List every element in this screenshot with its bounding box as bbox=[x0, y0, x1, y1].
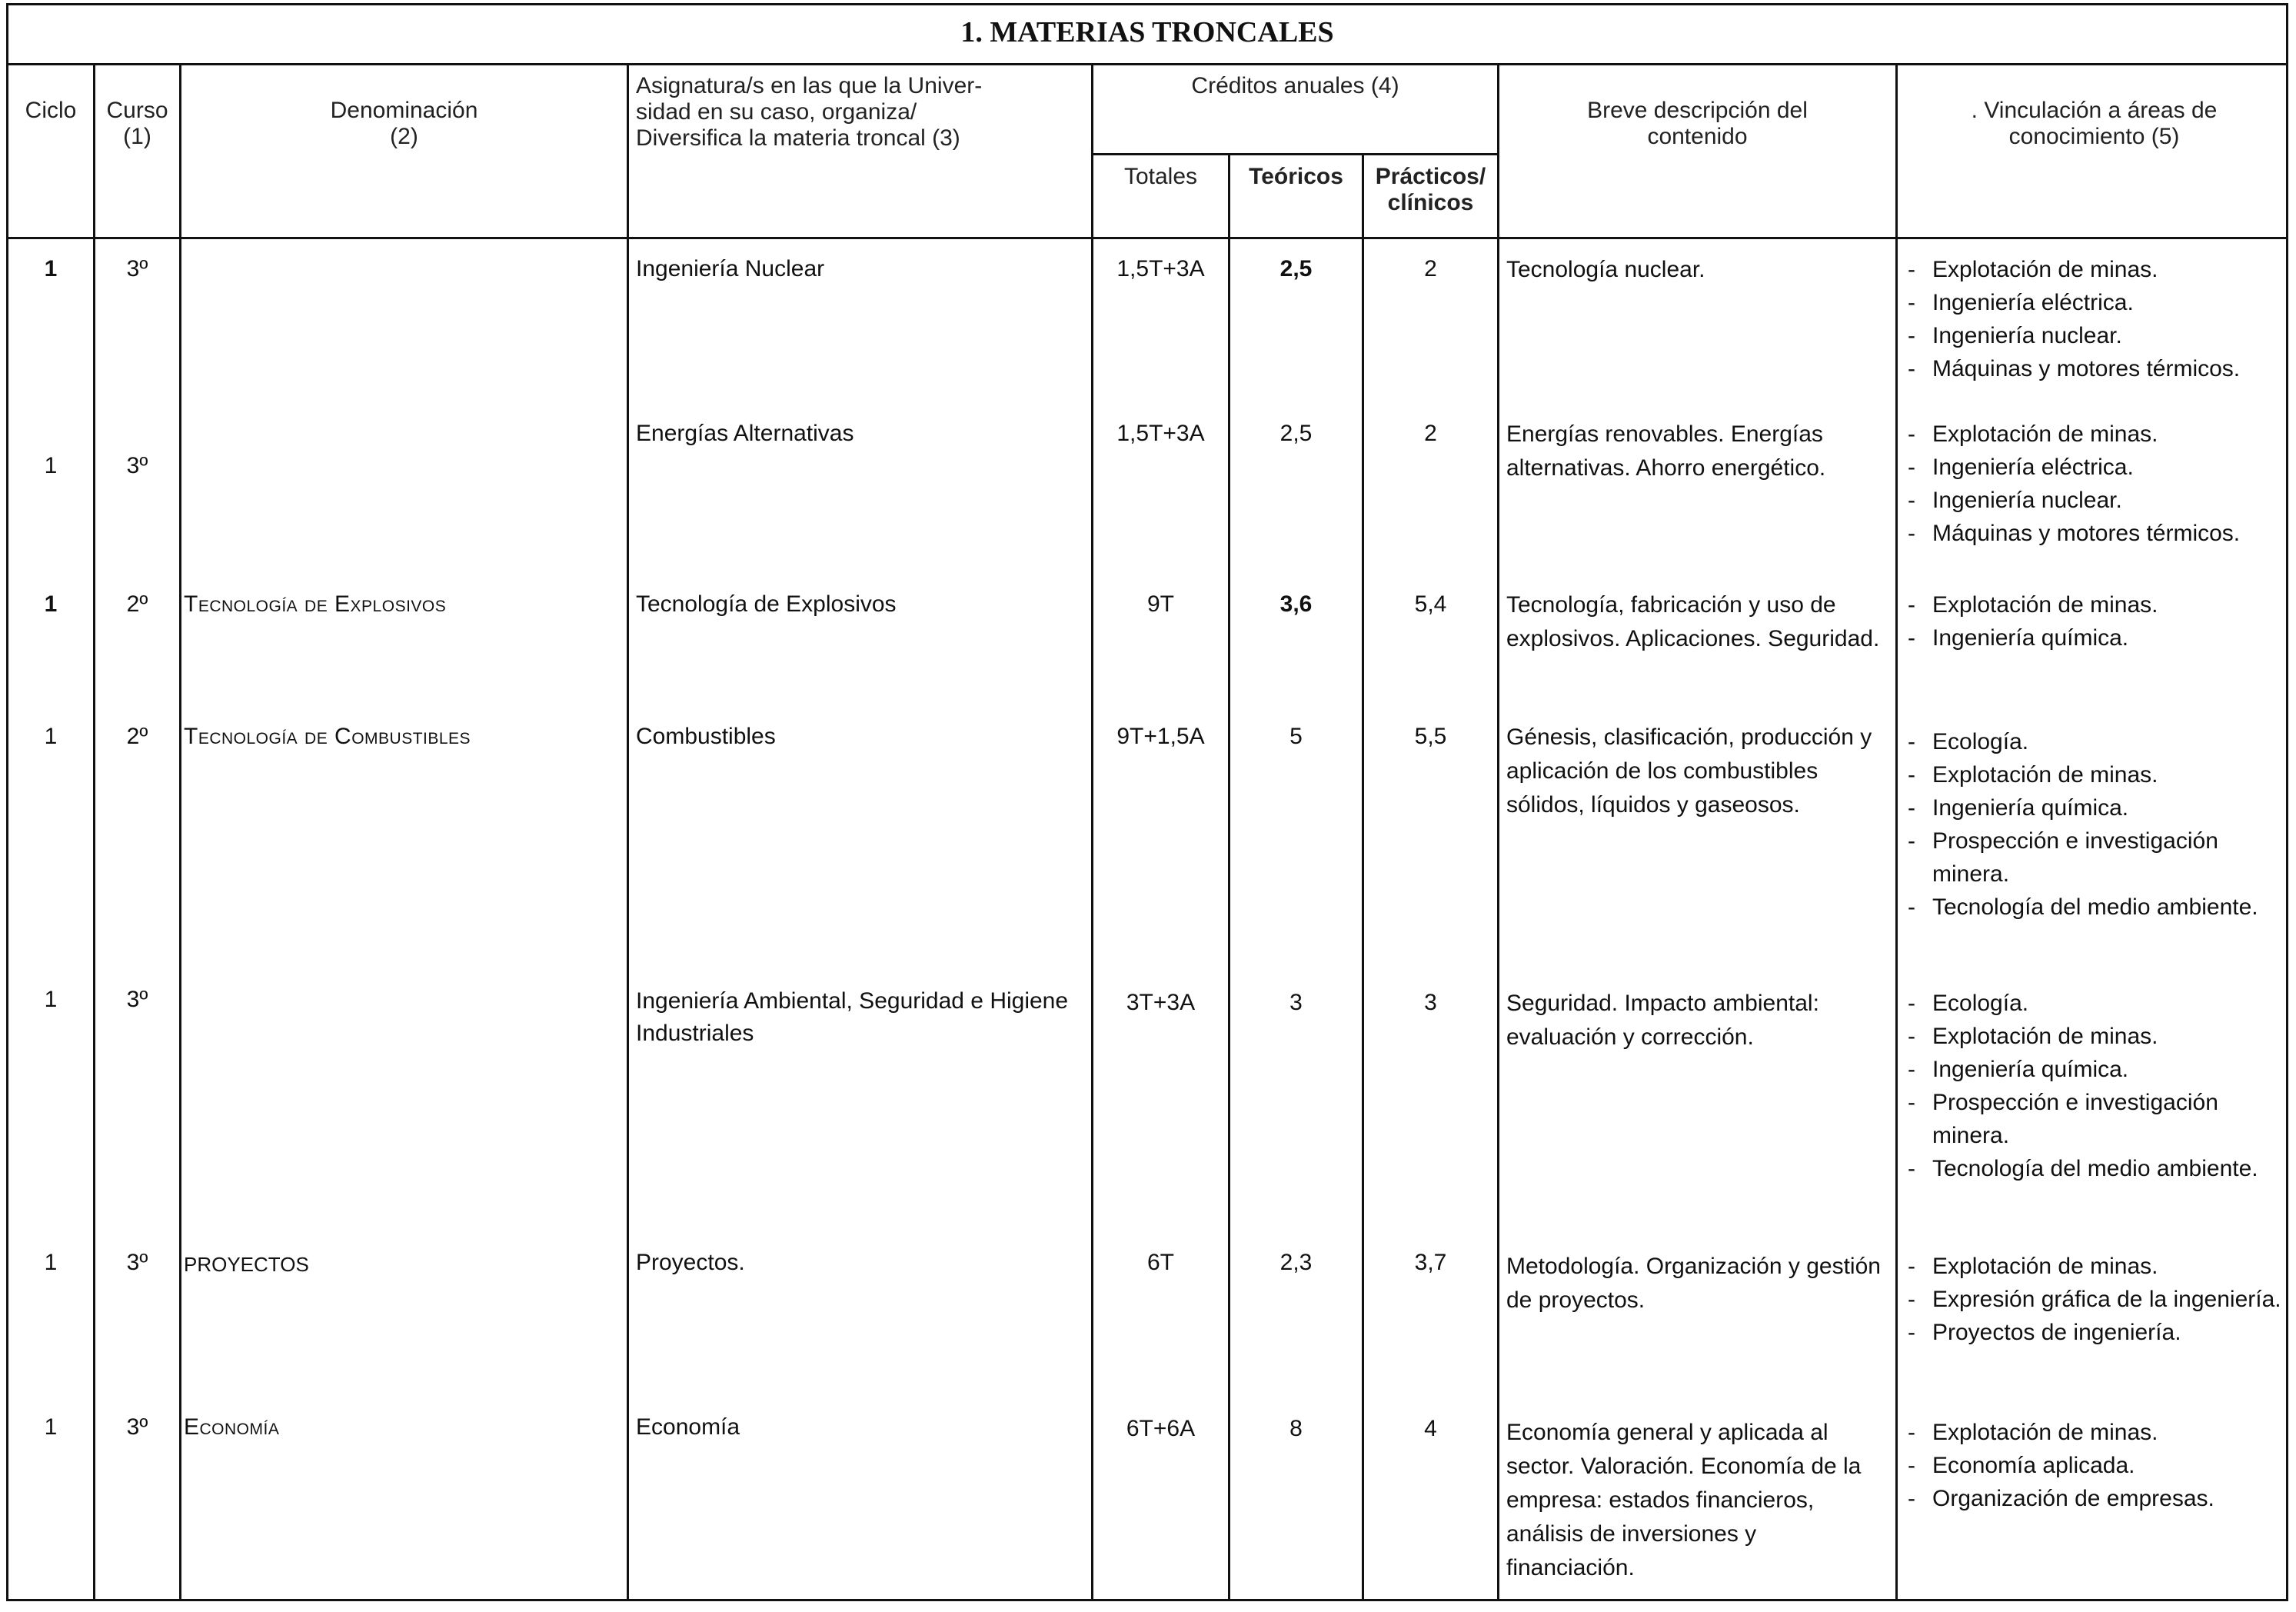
row-areas-list bbox=[1902, 725, 2286, 924]
row-curso: 3º bbox=[126, 1250, 148, 1275]
row-descripcion: Génesis, clasificación, producción y aplicación de los combustibles sólidos, líquidos y gaseosos. bbox=[1506, 724, 1872, 818]
row-ciclo: 1 bbox=[44, 987, 58, 1012]
row-asignatura: Economía bbox=[636, 1414, 740, 1440]
header-practicos-line1: Prácticos/ bbox=[1375, 164, 1486, 189]
row-curso: 3º bbox=[126, 987, 148, 1012]
col-divider bbox=[627, 65, 629, 1599]
col-divider bbox=[93, 65, 95, 1599]
row-curso: 2º bbox=[126, 724, 148, 749]
row-areas-list bbox=[1902, 253, 2286, 385]
row-descripcion: Seguridad. Impacto ambiental: evaluación y corrección. bbox=[1506, 991, 1819, 1050]
row-totales: 9T bbox=[1146, 591, 1174, 617]
row-descripcion: Tecnología nuclear. bbox=[1506, 257, 1705, 282]
area-item: - Explotación de minas. bbox=[1902, 418, 2286, 451]
row-ciclo: 1 bbox=[44, 453, 58, 478]
row-practicos: 4 bbox=[1424, 1416, 1437, 1441]
materias-troncales-sheet bbox=[6, 3, 2288, 1601]
row-teoricos: 2,5 bbox=[1279, 421, 1313, 446]
header-practicos bbox=[1364, 164, 1497, 216]
row-areas-list bbox=[1902, 987, 2286, 1185]
area-item: - Explotación de minas. bbox=[1902, 1416, 2286, 1449]
area-item: - Máquinas y motores térmicos. bbox=[1902, 517, 2286, 550]
row-ciclo: 1 bbox=[44, 591, 58, 617]
row-totales: 1,5T+3A bbox=[1116, 256, 1205, 281]
header-teoricos: Teóricos bbox=[1249, 164, 1343, 189]
row-totales: 1,5T+3A bbox=[1116, 421, 1205, 446]
header-curso-note: (1) bbox=[123, 124, 151, 149]
area-item: - Explotación de minas. bbox=[1902, 253, 2286, 286]
row-denominacion: Tecnología de Combustibles bbox=[184, 724, 471, 749]
row-curso: 2º bbox=[126, 591, 148, 617]
row-descripcion: Economía general y aplicada al sector. Valoración. Economía de la empresa: estados financieros, análisis de inversiones y financiación. bbox=[1506, 1420, 1862, 1580]
row-asignatura: Proyectos. bbox=[636, 1250, 745, 1275]
col-divider bbox=[1497, 65, 1499, 1599]
area-item: - Explotación de minas. bbox=[1902, 758, 2286, 791]
header-vinculacion bbox=[1898, 98, 2291, 150]
area-item: - Tecnología del medio ambiente. bbox=[1902, 891, 2286, 924]
header-descripcion bbox=[1499, 98, 1895, 150]
row-teoricos: 2,3 bbox=[1279, 1250, 1313, 1275]
area-item: - Prospección e investigación minera. bbox=[1902, 1086, 2286, 1152]
area-item: - Ingeniería química. bbox=[1902, 791, 2286, 824]
row-teoricos: 3,6 bbox=[1279, 591, 1313, 617]
area-item: - Máquinas y motores térmicos. bbox=[1902, 352, 2286, 385]
row-practicos: 2 bbox=[1424, 421, 1437, 446]
header-vinculacion-line1: . Vinculación a áreas de bbox=[1971, 98, 2218, 123]
header-creditos: Créditos anuales (4) bbox=[1191, 73, 1399, 98]
row-teoricos: 3 bbox=[1289, 990, 1303, 1015]
row-ciclo: 1 bbox=[44, 256, 58, 281]
header-asignatura-line1: Asignatura/s en las que la Univer- bbox=[636, 73, 983, 98]
col-divider bbox=[1091, 65, 1093, 1599]
area-item: - Prospección e investigación minera. bbox=[1902, 824, 2286, 891]
document-title: 1. MATERIAS TRONCALES bbox=[8, 5, 2286, 65]
row-asignatura: Combustibles bbox=[636, 724, 776, 749]
row-asignatura: Tecnología de Explosivos bbox=[636, 591, 897, 617]
area-item: - Ingeniería nuclear. bbox=[1902, 319, 2286, 352]
row-areas-list bbox=[1902, 418, 2286, 550]
col-divider bbox=[179, 65, 181, 1599]
area-item: - Organización de empresas. bbox=[1902, 1482, 2286, 1515]
row-denominacion: PROYECTOS bbox=[184, 1253, 309, 1276]
row-asignatura: Ingeniería Ambiental, Seguridad e Higiene Industriales bbox=[636, 988, 1069, 1046]
creditos-subheader-divider bbox=[1091, 153, 1497, 155]
area-item: - Explotación de minas. bbox=[1902, 1020, 2286, 1053]
row-totales: 3T+3A bbox=[1126, 990, 1196, 1015]
header-descripcion-line2: contenido bbox=[1647, 124, 1748, 149]
row-practicos: 5,4 bbox=[1414, 591, 1447, 617]
row-ciclo: 1 bbox=[44, 1250, 58, 1275]
row-descripcion: Metodología. Organización y gestión de proyectos. bbox=[1506, 1254, 1881, 1313]
row-areas-list bbox=[1902, 1416, 2286, 1515]
row-asignatura: Energías Alternativas bbox=[636, 421, 854, 446]
header-bottom-divider bbox=[8, 237, 2286, 239]
row-asignatura: Ingeniería Nuclear bbox=[636, 256, 825, 281]
row-ciclo: 1 bbox=[44, 724, 58, 749]
row-denominacion: Tecnología de Explosivos bbox=[184, 591, 447, 617]
area-item: - Proyectos de ingeniería. bbox=[1902, 1316, 2286, 1349]
header-practicos-line2: clínicos bbox=[1387, 190, 1474, 215]
header-curso bbox=[95, 98, 179, 150]
row-descripcion: Energías renovables. Energías alternativas. Ahorro energético. bbox=[1506, 421, 1826, 481]
area-item: - Expresión gráfica de la ingeniería. bbox=[1902, 1283, 2286, 1316]
area-item: - Ingeniería eléctrica. bbox=[1902, 286, 2286, 319]
row-ciclo: 1 bbox=[44, 1414, 58, 1440]
row-areas-list bbox=[1902, 1250, 2286, 1349]
header-denominacion-note: (2) bbox=[390, 124, 418, 149]
header-descripcion-line1: Breve descripción del bbox=[1587, 98, 1808, 123]
row-descripcion: Tecnología, fabricación y uso de explosivos. Aplicaciones. Seguridad. bbox=[1506, 592, 1880, 651]
row-curso: 3º bbox=[126, 1414, 148, 1440]
area-item: - Ingeniería eléctrica. bbox=[1902, 451, 2286, 484]
header-ciclo: Ciclo bbox=[25, 98, 77, 123]
header-vinculacion-line2: conocimiento (5) bbox=[2008, 124, 2180, 149]
area-item: - Economía aplicada. bbox=[1902, 1449, 2286, 1482]
header-asignatura-line3: Diversifica la materia troncal (3) bbox=[636, 125, 960, 151]
header-curso-label: Curso bbox=[106, 98, 168, 123]
area-item: - Ingeniería nuclear. bbox=[1902, 484, 2286, 517]
row-denominacion: Economía bbox=[184, 1414, 280, 1440]
row-curso: 3º bbox=[126, 453, 148, 478]
area-item: - Tecnología del medio ambiente. bbox=[1902, 1152, 2286, 1185]
col-divider bbox=[1895, 65, 1898, 1599]
area-item: - Ingeniería química. bbox=[1902, 1053, 2286, 1086]
row-totales: 9T+1,5A bbox=[1116, 724, 1205, 749]
header-totales: Totales bbox=[1123, 164, 1198, 189]
row-practicos: 2 bbox=[1424, 256, 1437, 281]
row-totales: 6T bbox=[1146, 1250, 1174, 1275]
header-denominacion bbox=[181, 98, 627, 150]
area-item: - Explotación de minas. bbox=[1902, 1250, 2286, 1283]
row-teoricos: 5 bbox=[1289, 724, 1303, 749]
header-asignatura-line2: sidad en su caso, organiza/ bbox=[636, 99, 917, 125]
area-item: - Ecología. bbox=[1902, 987, 2286, 1020]
row-teoricos: 2,5 bbox=[1279, 256, 1313, 281]
area-item: - Ecología. bbox=[1902, 725, 2286, 758]
row-curso: 3º bbox=[126, 256, 148, 281]
row-totales: 6T+6A bbox=[1126, 1416, 1196, 1441]
area-item: - Ingeniería química. bbox=[1902, 621, 2286, 654]
row-areas-list bbox=[1902, 588, 2286, 654]
header-asignatura bbox=[636, 73, 1090, 152]
row-practicos: 5,5 bbox=[1414, 724, 1447, 749]
col-divider bbox=[1228, 153, 1230, 1599]
row-practicos: 3 bbox=[1424, 990, 1437, 1015]
row-teoricos: 8 bbox=[1289, 1416, 1303, 1441]
col-divider bbox=[1362, 153, 1364, 1599]
area-item: - Explotación de minas. bbox=[1902, 588, 2286, 621]
header-denominacion-label: Denominación bbox=[330, 98, 478, 123]
row-practicos: 3,7 bbox=[1414, 1250, 1447, 1275]
